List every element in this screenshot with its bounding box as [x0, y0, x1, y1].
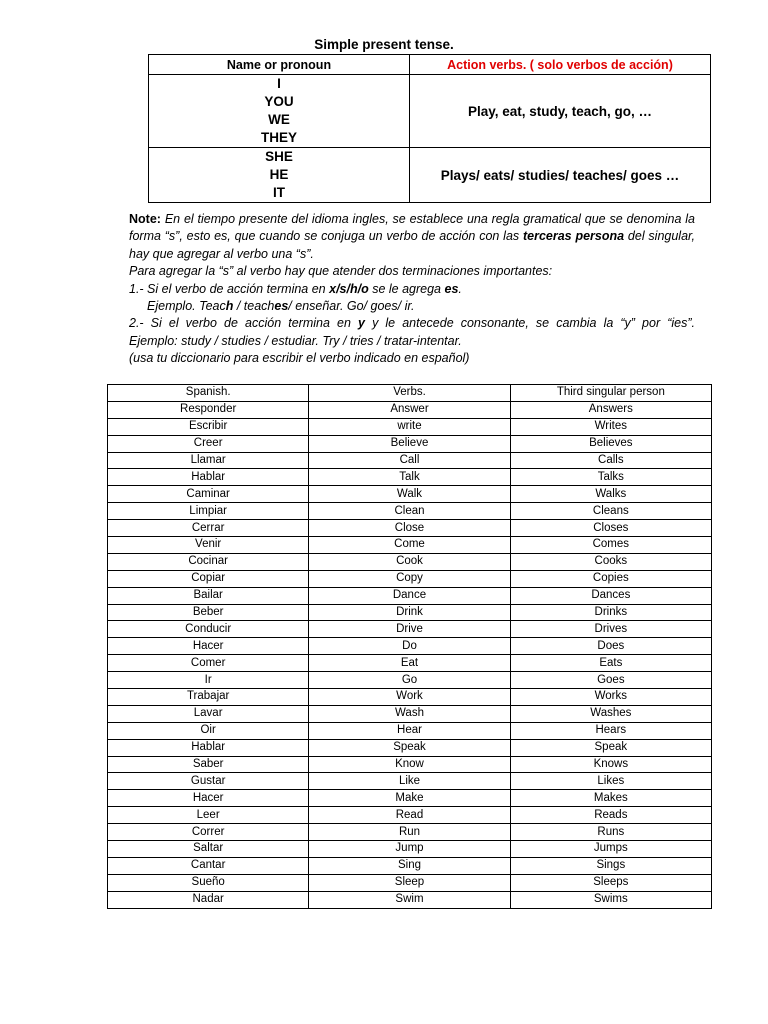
cell-verb: Hear	[309, 722, 510, 739]
table-row	[108, 435, 712, 452]
cell-verb: Close	[309, 520, 510, 537]
note-example-1: Ejemplo. Teach / teaches/ enseñar. Go/ goes/ ir.	[147, 299, 415, 314]
cell-spanish: Escribir	[108, 418, 309, 435]
table-row	[108, 790, 712, 807]
cell-spanish: Correr	[108, 824, 309, 841]
header-verbs: Verbs.	[309, 385, 510, 402]
cell-verb: Believe	[309, 435, 510, 452]
cell-third-person: Sings	[510, 857, 711, 874]
cell-third-person: Sleeps	[510, 874, 711, 891]
pronoun-list	[149, 75, 410, 148]
table-row	[108, 418, 712, 435]
table-row	[108, 655, 712, 672]
cell-verb: Run	[309, 824, 510, 841]
cell-spanish: Cocinar	[108, 553, 309, 570]
cell-verb: Swim	[309, 891, 510, 908]
grammar-note	[129, 211, 695, 368]
pronoun-list	[149, 148, 410, 203]
cell-spanish: Trabajar	[108, 689, 309, 706]
cell-verb: Jump	[309, 841, 510, 858]
cell-third-person: Speak	[510, 739, 711, 756]
note-example-2: Ejemplo: study / studies / estudiar. Try / tries / tratar-intentar.	[129, 333, 462, 348]
table-row	[108, 841, 712, 858]
table-row	[108, 638, 712, 655]
cell-spanish: Hacer	[108, 790, 309, 807]
table-row	[108, 486, 712, 503]
verb-table-body	[108, 385, 712, 909]
note-rule-2: 2.- Si el verbo de acción termina en y y le antecede consonante, se cambia la “y” por “ies”.	[129, 316, 695, 331]
cell-verb: Walk	[309, 486, 510, 503]
table-row	[108, 689, 712, 706]
cell-third-person: Eats	[510, 655, 711, 672]
cell-third-person: Believes	[510, 435, 711, 452]
pronoun: WE	[268, 112, 290, 127]
cell-third-person: Walks	[510, 486, 711, 503]
cell-spanish: Copiar	[108, 570, 309, 587]
cell-verb: Clean	[309, 503, 510, 520]
cell-third-person: Jumps	[510, 841, 711, 858]
table-row	[108, 705, 712, 722]
page-title: Simple present tense.	[314, 37, 454, 52]
pronoun-table-header	[149, 55, 711, 75]
cell-spanish: Beber	[108, 604, 309, 621]
note-rule-1: 1.- Si el verbo de acción termina en x/s/h/o se le agrega es.	[129, 281, 462, 296]
table-row	[108, 604, 712, 621]
cell-third-person: Likes	[510, 773, 711, 790]
cell-third-person: Swims	[510, 891, 711, 908]
cell-verb: Drive	[309, 621, 510, 638]
note-instruction: (usa tu diccionario para escribir el verbo indicado en español)	[129, 351, 470, 366]
note-line: Para agregar la “s” al verbo hay que atender dos terminaciones importantes:	[129, 264, 553, 279]
cell-third-person: Goes	[510, 672, 711, 689]
cell-verb: Go	[309, 672, 510, 689]
cell-third-person: Comes	[510, 537, 711, 554]
table-row	[108, 469, 712, 486]
cell-third-person: Washes	[510, 705, 711, 722]
table-row	[108, 874, 712, 891]
cell-verb: Come	[309, 537, 510, 554]
cell-spanish: Conducir	[108, 621, 309, 638]
table-row	[108, 537, 712, 554]
pronoun-row-third-person	[149, 148, 711, 203]
cell-third-person: Works	[510, 689, 711, 706]
cell-verb: Eat	[309, 655, 510, 672]
table-row	[108, 587, 712, 604]
cell-third-person: Reads	[510, 807, 711, 824]
pronoun: I	[277, 76, 281, 91]
table-row	[108, 672, 712, 689]
cell-verb: Sleep	[309, 874, 510, 891]
cell-verb: Make	[309, 790, 510, 807]
table-row	[108, 756, 712, 773]
cell-third-person: Copies	[510, 570, 711, 587]
table-row	[108, 824, 712, 841]
cell-verb: Dance	[309, 587, 510, 604]
table-row	[108, 452, 712, 469]
cell-spanish: Lavar	[108, 705, 309, 722]
note-paragraph: Note: En el tiempo presente del idioma ingles, se establece una regla gramatical que se denomina la forma “s”, esto es, que cuando se conjuga un verbo de acción con las terceras persona del singular, hay que agregar al verbo una “s”.	[129, 212, 696, 261]
cell-spanish: Leer	[108, 807, 309, 824]
cell-verb: Cook	[309, 553, 510, 570]
header-verbs: Action verbs. ( solo verbos de acción)	[410, 55, 711, 75]
cell-verb: Do	[309, 638, 510, 655]
pronoun-table	[148, 54, 711, 203]
verb-table-header	[108, 385, 712, 402]
cell-third-person: Writes	[510, 418, 711, 435]
cell-verb: write	[309, 418, 510, 435]
cell-verb: Call	[309, 452, 510, 469]
cell-spanish: Caminar	[108, 486, 309, 503]
table-row	[108, 739, 712, 756]
cell-verb: Wash	[309, 705, 510, 722]
table-row	[108, 773, 712, 790]
cell-spanish: Limpiar	[108, 503, 309, 520]
cell-third-person: Closes	[510, 520, 711, 537]
cell-verb: Know	[309, 756, 510, 773]
cell-spanish: Saltar	[108, 841, 309, 858]
cell-third-person: Knows	[510, 756, 711, 773]
pronoun: THEY	[260, 130, 297, 145]
cell-verb: Answer	[309, 401, 510, 418]
cell-spanish: Nadar	[108, 891, 309, 908]
cell-verb: Work	[309, 689, 510, 706]
cell-third-person: Calls	[510, 452, 711, 469]
cell-verb: Like	[309, 773, 510, 790]
cell-third-person: Makes	[510, 790, 711, 807]
pronoun: YOU	[264, 94, 294, 109]
cell-spanish: Cantar	[108, 857, 309, 874]
table-row	[108, 857, 712, 874]
cell-spanish: Cerrar	[108, 520, 309, 537]
cell-verb: Read	[309, 807, 510, 824]
cell-spanish: Creer	[108, 435, 309, 452]
cell-spanish: Venir	[108, 537, 309, 554]
header-pronoun: Name or pronoun	[149, 55, 410, 75]
cell-third-person: Cleans	[510, 503, 711, 520]
cell-verb: Drink	[309, 604, 510, 621]
cell-spanish: Comer	[108, 655, 309, 672]
cell-spanish: Bailar	[108, 587, 309, 604]
header-third-person: Third singular person	[510, 385, 711, 402]
cell-spanish: Oir	[108, 722, 309, 739]
cell-third-person: Cooks	[510, 553, 711, 570]
cell-spanish: Hablar	[108, 469, 309, 486]
cell-spanish: Hacer	[108, 638, 309, 655]
pronoun: IT	[273, 185, 285, 200]
cell-third-person: Runs	[510, 824, 711, 841]
pronoun: HE	[269, 167, 289, 182]
cell-verb: Speak	[309, 739, 510, 756]
pronoun-row-plural	[149, 75, 711, 148]
table-row	[108, 621, 712, 638]
table-row	[108, 722, 712, 739]
table-row	[108, 570, 712, 587]
header-spanish: Spanish.	[108, 385, 309, 402]
cell-third-person: Drives	[510, 621, 711, 638]
cell-third-person: Hears	[510, 722, 711, 739]
cell-spanish: Responder	[108, 401, 309, 418]
cell-verb: Sing	[309, 857, 510, 874]
cell-spanish: Ir	[108, 672, 309, 689]
table-row	[108, 503, 712, 520]
verb-examples: Play, eat, study, teach, go, …	[410, 75, 711, 148]
cell-spanish: Hablar	[108, 739, 309, 756]
table-row	[108, 807, 712, 824]
cell-third-person: Answers	[510, 401, 711, 418]
cell-spanish: Llamar	[108, 452, 309, 469]
pronoun: SHE	[265, 149, 293, 164]
cell-spanish: Saber	[108, 756, 309, 773]
cell-spanish: Sueño	[108, 874, 309, 891]
table-row	[108, 553, 712, 570]
cell-third-person: Talks	[510, 469, 711, 486]
table-row	[108, 520, 712, 537]
table-row	[108, 401, 712, 418]
verb-table	[107, 384, 712, 909]
note-label: Note:	[129, 212, 161, 226]
cell-verb: Copy	[309, 570, 510, 587]
cell-third-person: Dances	[510, 587, 711, 604]
cell-spanish: Gustar	[108, 773, 309, 790]
cell-verb: Talk	[309, 469, 510, 486]
cell-third-person: Drinks	[510, 604, 711, 621]
cell-third-person: Does	[510, 638, 711, 655]
table-row	[108, 891, 712, 908]
verb-examples: Plays/ eats/ studies/ teaches/ goes …	[410, 148, 711, 203]
